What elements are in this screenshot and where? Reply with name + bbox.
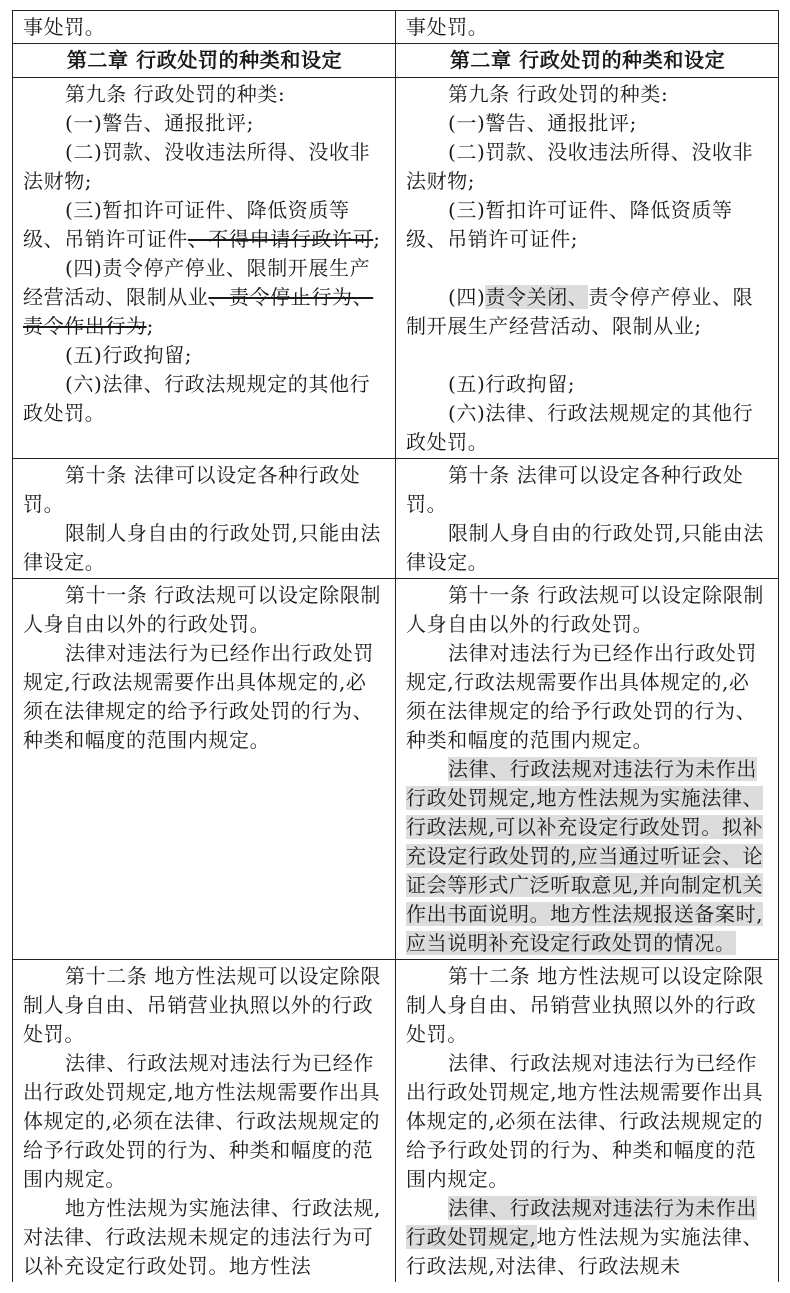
added-text: 责令关闭、 <box>485 285 589 309</box>
comparison-table <box>12 10 779 1282</box>
deleted-text: 、不得申请行政许可 <box>187 227 374 251</box>
spacer <box>406 254 769 283</box>
paragraph: 第十条 法律可以设定各种行政处罚。 <box>406 463 744 516</box>
list-item: (六)法律、行政法规规定的其他行政处罚。 <box>23 372 371 425</box>
article-10-row <box>13 459 779 579</box>
paragraph: 法律对违法行为已经作出行政处罚规定,行政法规需要作出具体规定的,必须在法律规定的给予行政处罚的行为、种类和幅度的范围内规定。 <box>406 641 757 752</box>
right-cell <box>396 960 779 1283</box>
article-11-row <box>13 579 779 960</box>
article-12-row <box>13 960 779 1283</box>
paragraph: 法律对违法行为已经作出行政处罚规定,行政法规需要作出具体规定的,必须在法律规定的给予行政处罚的行为、种类和幅度的范围内规定。 <box>23 641 374 752</box>
added-paragraph <box>406 755 769 958</box>
list-item: (一)警告、通报批评; <box>65 111 254 135</box>
left-cell <box>13 579 396 960</box>
chapter-heading-row <box>13 44 779 78</box>
text-line: 事处罚。 <box>23 15 106 39</box>
right-cell <box>396 579 779 960</box>
punctuation: ; <box>373 227 381 251</box>
paragraph: 第十二条 地方性法规可以设定除限制人身自由、吊销营业执照以外的行政处罚。 <box>23 964 381 1046</box>
paragraph: 限制人身自由的行政处罚,只能由法律设定。 <box>23 521 381 574</box>
text-line: 事处罚。 <box>406 15 489 39</box>
paragraph: 第十一条 行政法规可以设定除限制人身自由以外的行政处罚。 <box>406 583 764 636</box>
paragraph: 第十条 法律可以设定各种行政处罚。 <box>23 463 361 516</box>
paragraph: 限制人身自由的行政处罚,只能由法律设定。 <box>406 521 764 574</box>
table-row <box>13 11 779 44</box>
spacer <box>406 341 769 370</box>
kept-text: 责令停产停业、限制开展生产经营活动、限制从业; <box>406 285 754 338</box>
punctuation: ; <box>146 314 154 338</box>
paragraph <box>406 1194 769 1281</box>
kept-text: (三)暂扣许可证件、降低资质等级、吊销许可证件 <box>23 198 350 251</box>
added-text: 法律、行政法规对违法行为未作出行政处罚规定, <box>406 1196 757 1249</box>
item-number: (四) <box>448 285 486 309</box>
list-item: (二)罚款、没收违法所得、没收非法财物; <box>23 140 371 193</box>
chapter-heading-left: 第二章 行政处罚的种类和设定 <box>13 44 396 78</box>
right-cell <box>396 78 779 459</box>
list-item: (五)行政拘留; <box>65 343 193 367</box>
added-text: 法律、行政法规对违法行为未作出行政处罚规定,地方性法规为实施法律、行政法规,可以补充设定行政处罚。拟补充设定行政处罚的,应当通过听证会、论证会等形式广泛听取意见,并向制定机关作出书面说明。地方性法规报送备案时,应当说明补充设定行政处罚的情况。 <box>406 757 764 955</box>
left-cell <box>13 459 396 579</box>
list-item: (一)警告、通报批评; <box>448 111 637 135</box>
chapter-heading-right: 第二章 行政处罚的种类和设定 <box>396 44 779 78</box>
list-item <box>23 196 386 254</box>
list-item <box>406 283 769 341</box>
article-title: 第九条 行政处罚的种类: <box>65 82 286 106</box>
list-item: (三)暂扣许可证件、降低资质等级、吊销许可证件; <box>406 198 733 251</box>
right-cell <box>396 459 779 579</box>
article-title: 第九条 行政处罚的种类: <box>448 82 669 106</box>
paragraph: 法律、行政法规对违法行为已经作出行政处罚规定,地方性法规需要作出具体规定的,必须在法律、行政法规规定的给予行政处罚的行为、种类和幅度的范围内规定。 <box>406 1051 764 1191</box>
kept-text: (四)责令停产停业、限制开展生产经营活动、限制从业 <box>23 256 371 309</box>
left-cell <box>13 11 396 44</box>
left-cell <box>13 78 396 459</box>
right-cell <box>396 11 779 44</box>
deleted-text: 、责令停止行为、责令作出行为 <box>23 285 374 338</box>
left-cell <box>13 960 396 1283</box>
paragraph: 地方性法规为实施法律、行政法规,对法律、行政法规未规定的违法行为可以补充设定行政处罚。地方性法 <box>23 1196 381 1278</box>
kept-text: 地方性法规为实施法律、行政法规,对法律、行政法规未 <box>406 1225 764 1278</box>
paragraph: 第十二条 地方性法规可以设定除限制人身自由、吊销营业执照以外的行政处罚。 <box>406 964 764 1046</box>
paragraph: 法律、行政法规对违法行为已经作出行政处罚规定,地方性法规需要作出具体规定的,必须在法律、行政法规规定的给予行政处罚的行为、种类和幅度的范围内规定。 <box>23 1051 381 1191</box>
list-item: (二)罚款、没收违法所得、没收非法财物; <box>406 140 754 193</box>
paragraph: 第十一条 行政法规可以设定除限制人身自由以外的行政处罚。 <box>23 583 381 636</box>
list-item: (五)行政拘留; <box>448 372 576 396</box>
list-item <box>23 254 386 341</box>
list-item: (六)法律、行政法规规定的其他行政处罚。 <box>406 401 754 454</box>
article-9-row <box>13 78 779 459</box>
